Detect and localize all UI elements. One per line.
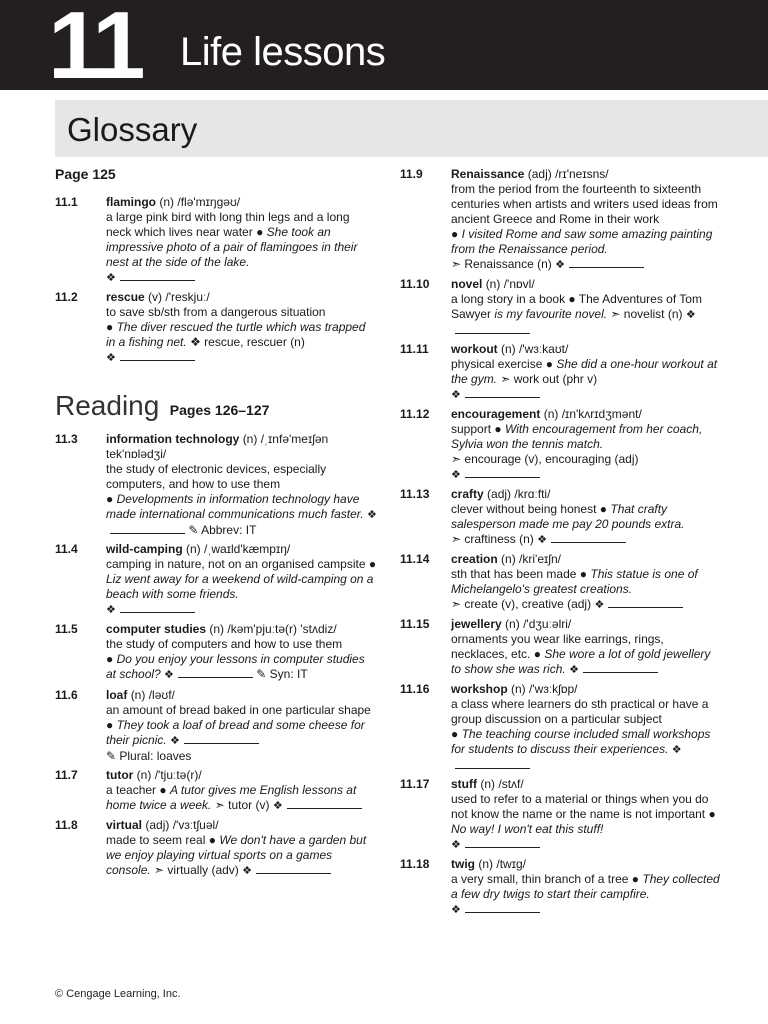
answer-blank[interactable] (569, 257, 644, 268)
entry-definition: a teacher (106, 783, 157, 797)
diamond-icon: ❖ (272, 800, 283, 812)
entry-example: Do you enjoy your lessons in computer studies at school? (106, 652, 365, 681)
entry-pos: (n) (511, 682, 526, 696)
entry-pos: (n) (501, 552, 516, 566)
entry-headword: stuff (451, 777, 477, 791)
entry-headword: flamingo (106, 195, 156, 209)
entry-pos: (n) (136, 768, 152, 782)
glossary-entry (400, 167, 722, 273)
entry-ipa: /ˌɪnfə'meɪʃən tek'nɒlədʒi/ (106, 432, 329, 461)
diamond-icon: ❖ (242, 865, 253, 877)
entry-example: Developments in information technology have made international communications much faster. (106, 492, 364, 521)
diamond-icon: ❖ (164, 669, 174, 681)
copyright-footer: © Cengage Learning, Inc. (55, 988, 181, 1000)
entry-number: 11.4 (55, 542, 78, 556)
section-title: Reading (55, 390, 160, 421)
entry-number: 11.3 (55, 432, 78, 446)
entry-definition: sth that has been made (451, 567, 577, 581)
glossary-entry (400, 487, 722, 548)
entry-headword: tutor (106, 768, 134, 782)
entry-ipa: /'reskjuː/ (165, 290, 210, 304)
entry-number: 11.5 (55, 622, 78, 636)
entry-headword: creation (451, 552, 498, 566)
entry-pos: (n) (209, 622, 225, 636)
entry-headword: Renaissance (451, 167, 525, 181)
entry-ipa: /'wɜːkaʊt/ (519, 342, 569, 356)
entry-note: ✎ Syn: IT (256, 667, 308, 681)
bullet-icon: ● (208, 833, 216, 847)
glossary-entry (400, 342, 722, 403)
entry-pos: (v) (148, 290, 163, 304)
entry-ipa: /kri'eɪʃn/ (519, 552, 561, 566)
glossary-title: Glossary (67, 111, 198, 148)
entry-pos: (n) (480, 777, 496, 791)
entry-ipa: /twɪg/ (496, 857, 526, 871)
answer-blank[interactable] (551, 532, 626, 543)
entry-related: ➣ create (v), creative (adj) (451, 597, 592, 611)
entry-pos: (n) (543, 407, 559, 421)
glossary-entry (55, 818, 377, 879)
entry-example: She did a one-hour workout at the gym. (451, 357, 718, 386)
entry-headword: workout (451, 342, 498, 356)
entry-headword: computer studies (106, 622, 207, 636)
entry-ipa: /krɑːfti/ (514, 487, 551, 501)
diamond-icon: ❖ (367, 509, 377, 521)
diamond-icon: ❖ (594, 599, 605, 611)
entry-pos: (n) (242, 432, 258, 446)
entry-number: 11.12 (400, 407, 430, 421)
entry-headword: virtual (106, 818, 143, 832)
entry-definition: used to refer to a material or things when you do not know the name or the name is not important (451, 792, 709, 821)
answer-blank[interactable] (583, 662, 658, 673)
entry-number: 11.8 (55, 818, 78, 832)
entry-pos: (n) (186, 542, 201, 556)
bullet-icon: ● (106, 652, 114, 666)
answer-blank[interactable] (110, 523, 185, 534)
unit-title: Life lessons (180, 30, 386, 74)
section-heading-reading (55, 390, 269, 422)
answer-blank[interactable] (455, 758, 530, 769)
entry-pos: (n) (159, 195, 175, 209)
answer-blank[interactable] (256, 863, 331, 874)
entry-related: ❖ rescue, rescuer (n) (190, 335, 305, 349)
entry-example: They took a loaf of bread and some cheese for their picnic. (106, 718, 365, 747)
answer-blank[interactable] (455, 323, 530, 334)
entry-ipa: /'nɒvl/ (503, 277, 535, 291)
entry-number: 11.11 (400, 342, 429, 356)
entry-headword: loaf (106, 688, 128, 702)
diamond-icon: ❖ (537, 534, 547, 546)
entry-headword: rescue (106, 290, 145, 304)
glossary-entry (55, 195, 377, 286)
entry-ipa: /'wɜːkʃɒp/ (529, 682, 578, 696)
glossary-entry (400, 617, 722, 678)
entry-number: 11.9 (400, 167, 423, 181)
entry-definition: a class where learners do sth practical or have a group discussion on a particular subject (451, 697, 709, 726)
glossary-entry (55, 688, 377, 764)
entry-example: That crafty salesperson made me pay 20 pounds extra. (451, 502, 685, 531)
entry-number: 11.18 (400, 857, 430, 871)
bullet-icon: ● (106, 320, 114, 334)
bullet-icon: ● (451, 227, 459, 241)
entry-headword: jewellery (451, 617, 502, 631)
entry-ipa: /flə'mɪŋgəʊ/ (177, 195, 241, 209)
entry-related: ➣ novelist (n) (610, 307, 683, 321)
entry-pos: (adj) (527, 167, 552, 181)
entry-number: 11.10 (400, 277, 430, 291)
answer-blank[interactable] (120, 270, 195, 281)
diamond-icon: ❖ (106, 604, 116, 616)
entry-note: ✎ Plural: loaves (106, 749, 192, 763)
bullet-icon: ● (599, 502, 608, 516)
bullet-icon: ● (568, 292, 576, 306)
entry-example: They collected a few dry twigs to start their campfire. (451, 872, 720, 901)
unit-number: 11 (48, 0, 142, 99)
bullet-icon: ● (106, 492, 114, 506)
entry-definition: ornaments you wear like earrings, rings, necklaces, etc. (451, 632, 664, 661)
bullet-icon: ● (451, 727, 459, 741)
entry-number: 11.2 (55, 290, 78, 304)
glossary-entry (400, 407, 722, 483)
entry-number: 11.15 (400, 617, 430, 631)
entry-example: We don't have a garden but we enjoy playing virtual sports on a games console. (106, 833, 367, 877)
entry-number: 11.16 (400, 682, 430, 696)
entry-definition: a very small, thin branch of a tree (451, 872, 629, 886)
entry-number: 11.1 (55, 195, 78, 209)
entry-related: ➣ Renaissance (n) (451, 257, 552, 271)
entry-example: No way! I won't eat this stuff! (451, 822, 604, 836)
entry-number: 11.17 (400, 777, 430, 791)
entry-ipa: /ɪn'kʌrɪdʒmənt/ (561, 407, 642, 421)
glossary-entry (400, 277, 722, 338)
entry-example: This statue is one of Michelangelo's greatest creations. (451, 567, 698, 596)
diamond-icon: ❖ (569, 664, 579, 676)
diamond-icon: ❖ (106, 272, 116, 284)
bullet-icon: ● (159, 783, 167, 797)
entry-definition: a long story in a book (451, 292, 566, 306)
answer-blank[interactable] (184, 733, 259, 744)
answer-blank[interactable] (465, 902, 540, 913)
entry-ipa: /kəm'pjuːtə(r) 'stʌdiz/ (227, 622, 337, 636)
entry-example: With encouragement from her coach, Sylvia won the tennis match. (451, 422, 703, 451)
entry-definition: clever without being honest (451, 502, 597, 516)
glossary-entry (55, 432, 377, 538)
answer-blank[interactable] (608, 597, 683, 608)
entry-related: ➣ virtually (adv) (154, 863, 239, 877)
entry-ipa: /stʌf/ (498, 777, 524, 791)
entry-note: ✎ Abbrev: IT (188, 523, 257, 537)
entry-ipa: /ˌwaɪld'kæmpɪŋ/ (204, 542, 291, 556)
entry-definition: support (451, 422, 492, 436)
entry-example: The teaching course included small workshops for students to discuss their experiences. (451, 727, 711, 756)
page-ref: Page 125 (55, 166, 116, 182)
entry-definition: physical exercise (451, 357, 543, 371)
entry-definition: the study of electronic devices, especially computers, and how to use them (106, 462, 327, 491)
entry-pos: (n) (485, 277, 501, 291)
diamond-icon: ❖ (555, 259, 565, 271)
entry-example: Liz went away for a weekend of wild-camping on a beach with some friends. (106, 572, 374, 601)
glossary-entry (400, 552, 722, 613)
entry-headword: crafty (451, 487, 484, 501)
glossary-entry (400, 777, 722, 853)
entry-example: The diver rescued the turtle which was trapped in a fishing net. (106, 320, 366, 349)
entry-example: is my favourite novel. (494, 307, 608, 321)
entry-pos: (n) (505, 617, 520, 631)
entry-pos: (adj) (487, 487, 512, 501)
answer-blank[interactable] (178, 667, 253, 678)
glossary-entry (400, 682, 722, 773)
entry-example: I visited Rome and saw some amazing painting from the Renaissance period. (451, 227, 713, 256)
entry-headword: twig (451, 857, 475, 871)
entry-definition: made to seem real (106, 833, 206, 847)
entry-number: 11.14 (400, 552, 430, 566)
entry-pos: (n) (501, 342, 516, 356)
diamond-icon: ❖ (106, 352, 116, 364)
bullet-icon: ● (708, 807, 716, 821)
entry-related: ➣ work out (phr v) (500, 372, 598, 386)
bullet-icon: ● (256, 225, 264, 239)
entry-headword: novel (451, 277, 483, 291)
entry-pos: (n) (478, 857, 494, 871)
answer-blank[interactable] (465, 387, 540, 398)
glossary-band (55, 100, 768, 157)
entry-definition: camping in nature, not on an organised campsite (106, 557, 366, 571)
glossary-entry (55, 622, 377, 683)
answer-blank[interactable] (287, 798, 362, 809)
entry-ipa: /ləʊf/ (148, 688, 175, 702)
entry-ipa: /'vɜːtʃuəl/ (172, 818, 219, 832)
diamond-icon: ❖ (170, 735, 180, 747)
entry-number: 11.6 (55, 688, 78, 702)
diamond-icon: ❖ (671, 744, 682, 756)
entry-related: ➣ encourage (v), encouraging (adj) (451, 452, 639, 466)
entry-definition: to save sb/sth from a dangerous situation (106, 305, 326, 319)
entry-related: ➣ craftiness (n) (451, 532, 534, 546)
bullet-icon: ● (533, 647, 541, 661)
entry-number: 11.7 (55, 768, 78, 782)
unit-banner (0, 0, 768, 99)
entry-example: She wore a lot of gold jewellery to show she was rich. (451, 647, 711, 676)
bullet-icon: ● (368, 557, 377, 571)
diamond-icon: ❖ (685, 309, 696, 321)
entry-headword: wild-camping (106, 542, 183, 556)
glossary-entry (400, 857, 722, 918)
diamond-icon: ❖ (451, 839, 461, 851)
bullet-icon: ● (545, 357, 553, 371)
entry-headword: workshop (451, 682, 508, 696)
entry-ipa: /'dʒuːəlri/ (523, 617, 572, 631)
entry-number: 11.13 (400, 487, 430, 501)
bullet-icon: ● (106, 718, 114, 732)
entry-book-title: The Adventures of Tom Sawyer (451, 292, 702, 321)
entry-headword: encouragement (451, 407, 541, 421)
entry-definition: an amount of bread baked in one particular shape (106, 703, 371, 717)
answer-blank[interactable] (120, 350, 195, 361)
entry-example: A tutor gives me English lessons at home twice a week. (106, 783, 357, 812)
glossary-entry (55, 542, 377, 618)
diamond-icon: ❖ (451, 389, 461, 401)
answer-blank[interactable] (120, 602, 195, 613)
entry-ipa: /'tjuːtə(r)/ (154, 768, 202, 782)
entry-related: ➣ tutor (v) (214, 798, 270, 812)
entry-pos: (n) (130, 688, 146, 702)
bullet-icon: ● (579, 567, 588, 581)
entry-definition: a large pink bird with long thin legs and a long neck which lives near water (106, 210, 350, 239)
bullet-icon: ● (494, 422, 502, 436)
answer-blank[interactable] (465, 467, 540, 478)
entry-definition: the study of computers and how to use them (106, 637, 343, 651)
entry-headword: information technology (106, 432, 240, 446)
glossary-entry (55, 290, 377, 366)
diamond-icon: ❖ (451, 469, 461, 481)
entry-ipa: /rɪ'neɪsns/ (555, 167, 609, 181)
entry-definition: from the period from the fourteenth to sixteenth centuries when artists and writers used ideas from ancient Greece and Rome in their work (451, 182, 718, 226)
entry-pos: (adj) (145, 818, 170, 832)
answer-blank[interactable] (465, 837, 540, 848)
bullet-icon: ● (631, 872, 640, 886)
glossary-entry (55, 768, 377, 814)
entry-example: She took an impressive photo of a pair of flamingoes in their nest at the side of the lake. (106, 225, 358, 269)
section-pages: Pages 126–127 (169, 402, 270, 418)
diamond-icon: ❖ (451, 904, 461, 916)
